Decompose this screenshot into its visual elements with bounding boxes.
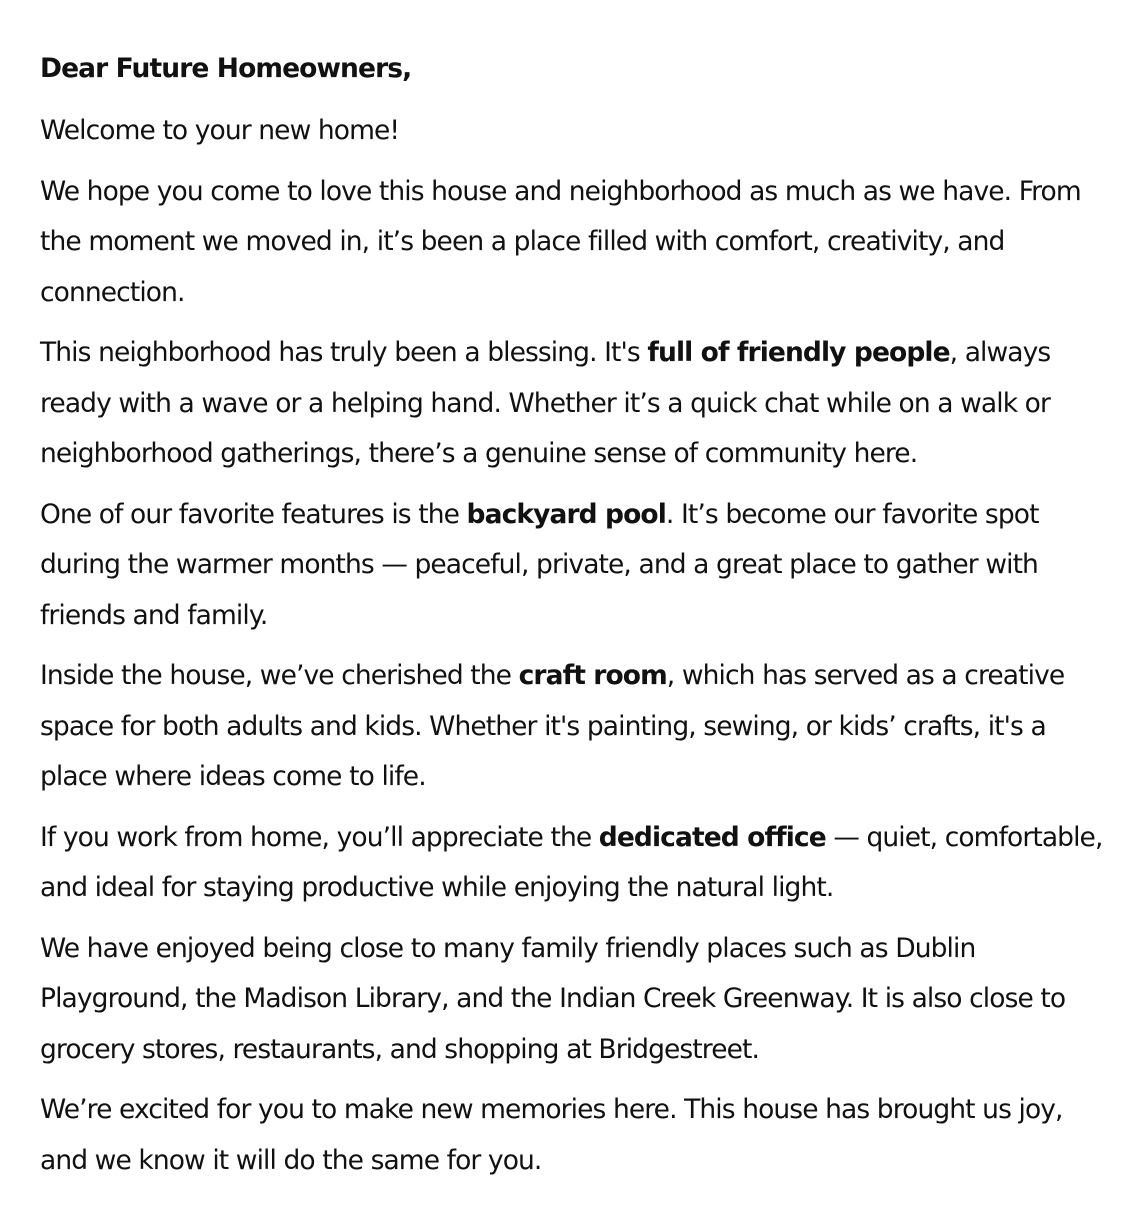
pool-paragraph [40, 490, 1112, 642]
office-text-before: If you work from home, you’ll appreciate the [40, 821, 599, 853]
pool-highlight: backyard pool [466, 498, 666, 530]
office-highlight: dedicated office [598, 821, 826, 853]
neighborhood-highlight: full of friendly people [647, 337, 950, 368]
pool-text-after: . It’s become our favorite spot during the warmer months — peaceful, private, and a great place to gather with friends and family. [40, 498, 1039, 631]
nearby-places-paragraph: We have enjoyed being close to many family friendly places such as Dublin Playground, the Madison Library, and the Indian Creek Greenway. It is also close to grocery stores, restaurants, and shopping at Bridgestreet. [40, 932, 1066, 1065]
neighborhood-paragraph [40, 328, 1112, 480]
craft-room-text-after: , which has served as a creative space for both adults and kids. Whether it's painting, sewing, or kids’ crafts, it's a place where ideas come to life. [40, 660, 1065, 792]
intro-paragraph: We hope you come to love this house and neighborhood as much as we have. From the moment we moved in, it’s been a place filled with comfort, creativity, and connection. [40, 175, 1081, 308]
closing-paragraph: We’re excited for you to make new memories here. This house has brought us joy, and we know it will do the same for you. [40, 1094, 1063, 1176]
office-text-after: — quiet, comfortable, and ideal for staying productive while enjoying the natural light. [40, 821, 1103, 903]
welcome-paragraph: Welcome to your new home! [40, 115, 400, 146]
office-paragraph [40, 813, 1112, 914]
craft-room-paragraph [40, 651, 1112, 803]
craft-room-text-before: Inside the house, we’ve cherished the [40, 660, 519, 691]
neighborhood-text-after: , always ready with a wave or a helping hand. Whether it’s a quick chat while on a walk or neighborhood gatherings, there’s a genuine sense of community here. [40, 337, 1051, 469]
letter [40, 44, 1112, 1196]
craft-room-highlight: craft room [518, 660, 667, 691]
pool-text-before: One of our favorite features is the [40, 498, 467, 530]
neighborhood-text-before: This neighborhood has truly been a blessing. It's [40, 337, 648, 368]
letter-greeting: Dear Future Homeowners, [40, 53, 412, 84]
